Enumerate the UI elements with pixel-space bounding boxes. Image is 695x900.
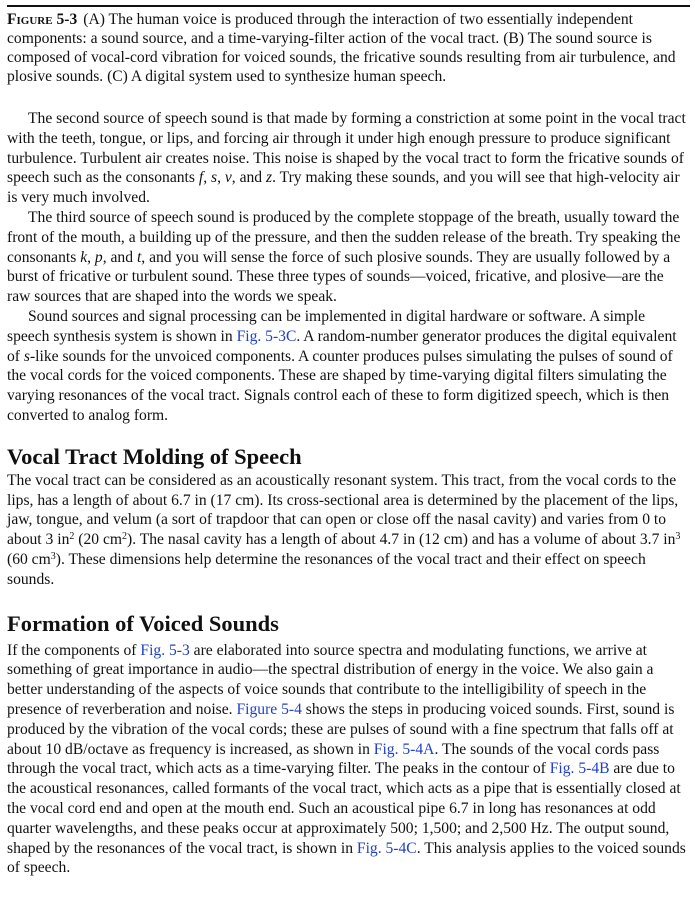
- text-run: (60 cm: [7, 550, 51, 568]
- superscript: 2: [122, 531, 128, 543]
- italic-consonant: z: [266, 169, 273, 187]
- text-run: The second source of speech sound is that made by forming a constriction at some point in the vocal tract with the teeth, tongue, or lips, and forcing air through it under high enough pressure to produce significant turbulence. Turbulent air creates noise. This noise is shaped by the vocal tract to form the fricative sounds of speech such as the consonants: [7, 110, 686, 187]
- text-run: shows the steps in producing voiced sounds. First, sound is produced by the vibration of the vocal cords; these are pulses of sound with a fine spectrum that falls off at about 10 dB/octave as frequency is increased, as shown in: [7, 700, 675, 758]
- paragraph-vocal-tract: [7, 471, 690, 590]
- figure-caption-text: (A) The human voice is produced through the interaction of two essentially independent components: a sound source, and a time-varying-filter action of the vocal tract. (B) The sound source is composed of vocal-cord vibration for voiced sounds, the fricative sounds resulting from air turbulence, and plosive sounds. (C) A digital system used to synthesize human speech.: [7, 11, 676, 85]
- paragraph-plosive: [7, 208, 690, 307]
- text-run: (20 cm: [74, 531, 123, 549]
- text-run: ,: [217, 169, 225, 187]
- italic-consonant: p: [94, 248, 103, 266]
- superscript: 2: [69, 531, 75, 543]
- italic-consonant: v: [224, 169, 232, 187]
- paragraph-voiced-sounds: [7, 641, 690, 879]
- text-run: , and you will sense the force of such plosive sounds. They are usually followed by a burst of fricative or turbulent sound. These three types of sounds—voiced, fricative, and plosive—are the raw sources that are shaped into the words we speak.: [7, 248, 671, 306]
- text-run: . Try making these sounds, and you will see that high-velocity air is very much involved.: [7, 169, 680, 207]
- text-run: , and: [102, 248, 137, 266]
- text-run: -like sounds for the unvoiced components. A counter produces pulses simulating the pulses of sound of the vocal cords for the voiced components. These are shaped by time-varying digital filters simulating the varying resonances of the vocal tract. Signals control each of these to form digitized speech, which is then converted to analog form.: [7, 347, 673, 424]
- fig-5-3-link[interactable]: Fig. 5-3: [140, 641, 190, 659]
- text-run: . The sounds of the vocal cords pass through the vocal tract, which acts as a time-varying filter. The peaks in the contour of: [7, 740, 660, 778]
- text-run: The third source of speech sound is produced by the complete stoppage of the breath, usually toward the front of the mouth, a building up of the pressure, and then the sudden release of the breath. Try speaking the consonants: [7, 208, 681, 266]
- superscript: 3: [675, 531, 681, 543]
- text-run: The vocal tract can be considered as an acoustically resonant system. This tract, from the vocal cords to the lips, has a length of about 6.7 in (17 cm). Its cross-sectional area is determined by the placement of the lips, jaw, tongue, and velum (a sort of trapdoor that can open or close off the nasal cavity) and varies from 0 to about 3 in: [7, 471, 679, 549]
- text-run: are elaborated into source spectra and modulating functions, we arrive at something of great importance in audio—the spectral distribution of energy in the voice. We also gain a better understanding of the aspects of voice sounds that contribute to the intelligibility of speech in the presence of reverberation and noise.: [7, 641, 654, 718]
- figure-5-4-link[interactable]: Figure 5-4: [236, 700, 302, 718]
- figure-caption-label: Figure 5-3: [7, 11, 78, 28]
- text-run: ). These dimensions help determine the resonances of the vocal tract and their effect on speech sounds.: [7, 550, 646, 588]
- text-run: . This analysis applies to the voiced sounds of speech.: [7, 839, 686, 877]
- italic-consonant: f: [198, 169, 204, 187]
- italic-consonant: k: [80, 248, 88, 266]
- fig-5-4c-link[interactable]: Fig. 5-4C: [356, 839, 417, 857]
- fig-5-3c-link[interactable]: Fig. 5-3C: [236, 327, 297, 345]
- text-run: . A random-number generator produces the digital equivalent of: [7, 327, 677, 365]
- italic-consonant: s: [23, 347, 30, 365]
- text-run: Sound sources and signal processing can be implemented in digital hardware or software. A simple speech synthesis system is shown in: [7, 307, 646, 345]
- figure-caption: [7, 5, 690, 86]
- superscript: 3: [50, 550, 56, 562]
- paragraph-fricative: [7, 109, 690, 208]
- body-text: [7, 109, 690, 878]
- text-run: If the components of: [7, 641, 141, 659]
- text-run: ,: [87, 248, 95, 266]
- text-run: , and: [231, 169, 266, 187]
- text-run: ,: [203, 169, 211, 187]
- italic-consonant: s: [210, 169, 218, 187]
- text-run: are due to the acoustical resonances, called formants of the vocal tract, which acts as a pipe that is essentially closed at the vocal cord end and open at the mouth end. Such an acoustical pipe 6.7 in long has resonances at odd quarter wavelengths, and these peaks occur at approximately 500; 1,500; and 2,500 Hz. The output sound, shaped by the resonances of the vocal tract, is shown in: [7, 760, 681, 857]
- text-run: ). The nasal cavity has a length of about 4.7 in (12 cm) and has a volume of about 3.7 in: [127, 531, 676, 549]
- italic-consonant: t: [136, 248, 142, 266]
- document-page: [7, 0, 690, 878]
- fig-5-4a-link[interactable]: Fig. 5-4A: [373, 740, 435, 758]
- section-heading-vocal-tract: Vocal Tract Molding of Speech: [7, 443, 302, 469]
- fig-5-4b-link[interactable]: Fig. 5-4B: [549, 760, 610, 778]
- section-heading-voiced-sounds: Formation of Voiced Sounds: [7, 610, 279, 636]
- paragraph-synthesis: [7, 307, 690, 426]
